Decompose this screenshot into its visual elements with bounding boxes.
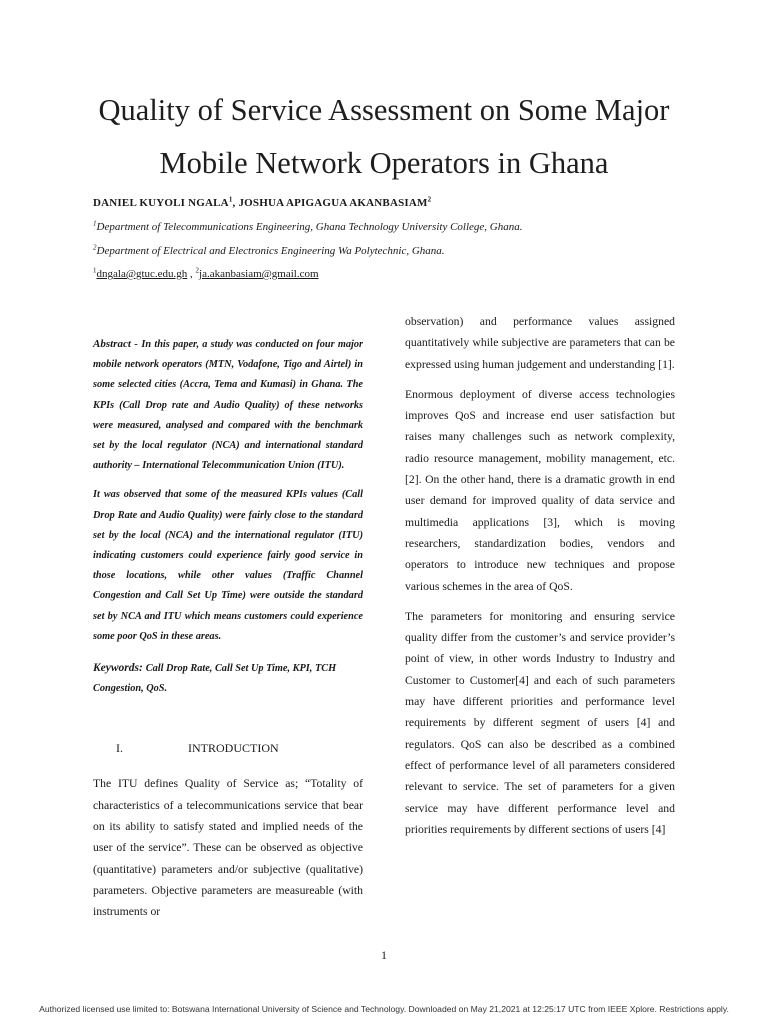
email-1-link[interactable]: dngala@gtuc.edu.gh [96,268,188,280]
right-paragraph-3: The parameters for monitoring and ensuring service quality differ from the customer’s and service provider’s point of view, in other words Industry to Industry and Customer to Customer[4] and each of such parameters may have different priorities and performance level requirements by different segment of users [4] and regulators. QoS can also be described as a combined effect of performance level of all parameters considered relevant to service. The set of parameters for a given service may have different performance level and priorities requirements by different sections of users [4] [405,609,675,836]
abstract-paragraph-1 [93,334,363,476]
author-2-name: JOSHUA APIGAGUA AKANBASIAM [238,197,428,209]
author-2-sup: 2 [427,195,432,204]
right-paragraph-2: Enormous deployment of diverse access technologies improves QoS and increase end user satisfaction but raises many challenges such as network complexity, radio resource management, mobility management, etc. [2]. On the other hand, there is a dramatic growth in end user demand for improved quality of data service and multimedia applications [3], which is moving researchers, standardization bodies, vendors and operators to introduce new techniques and propose various schemes in the area of QoS. [405,387,675,593]
affiliation-2 [93,245,445,257]
abstract-paragraph-2: It was observed that some of the measured KPIs values (Call Drop Rate and Audio Quality) were fairly close to the standard set by the local (NCA) and the international regulator (ITU) indicating customers could experience fairly good service in those locations, while other values (Traffic Channel Congestion and Call Set Up Time) were outside the standard set by NCA and ITU which means customers could experience some poor QoS in these areas. [93,489,363,642]
keywords-label: Keywords: [93,662,146,675]
abstract-label: Abstract - [93,338,142,350]
paper-title [0,84,768,190]
email-list [93,268,319,280]
author-1-name: DANIEL KUYOLI NGALA [93,197,229,209]
page-number: 1 [381,948,387,962]
section-number: I. [116,741,123,756]
introduction-paragraph-1: The ITU defines Quality of Service as; “Totality of characteristics of a telecommunications service that bear on its ability to satisfy stated and implied needs of the user of the service”. These can be observed as objective (quantitative) parameters and/or subjective (qualitative) parameters. Objective parameters are measureable (with instruments or [93,777,363,919]
affiliation-1-text: Department of Telecommunications Engineering, Ghana Technology University College, Ghana. [96,221,523,233]
right-column [405,311,675,840]
keywords [93,658,363,699]
title-line-1: Quality of Service Assessment on Some Major [98,93,670,127]
author-separator: , [232,197,239,209]
section-heading-introduction [93,741,363,761]
author-1-sup: 1 [228,195,233,204]
email-2-sup: 2 [195,266,200,275]
affiliation-2-sup: 2 [93,243,97,252]
section-title: INTRODUCTION [188,741,279,756]
author-list [93,197,431,209]
license-footer: Authorized licensed use limited to: Botswana International University of Science and Technology. Downloaded on May 21,2021 at 12:25:17 UTC from IEEE Xplore. Restrictions apply. [39,1004,729,1014]
title-line-2: Mobile Network Operators in Ghana [159,146,609,180]
email-1-sup: 1 [93,266,97,275]
affiliation-1-sup: 1 [93,219,97,228]
right-paragraph-1: observation) and performance values assigned quantitatively while subjective are parameters that can be expressed using human judgement and understanding [1]. [405,315,675,371]
email-2-link[interactable]: ja.akanbasiam@gmail.com [199,268,319,280]
keywords-text: Call Drop Rate, Call Set Up Time, KPI, TCH Congestion, QoS. [93,663,337,695]
affiliation-2-text: Department of Electrical and Electronics Engineering Wa Polytechnic, Ghana. [96,245,445,257]
affiliation-1 [93,221,523,233]
email-separator: , [187,268,196,280]
left-column [93,334,363,923]
abstract-text-1: In this paper, a study was conducted on four major mobile network operators (MTN, Vodafone, Tigo and Airtel) in some selected cities (Accra, Tema and Kumasi) in Ghana. The KPIs (Call Drop rate and Audio Quality) of these networks were measured, analysed and compared with the benchmark set by the local regulator (NCA) and international standard authority – International Telecommunication Union (ITU). [93,339,363,472]
